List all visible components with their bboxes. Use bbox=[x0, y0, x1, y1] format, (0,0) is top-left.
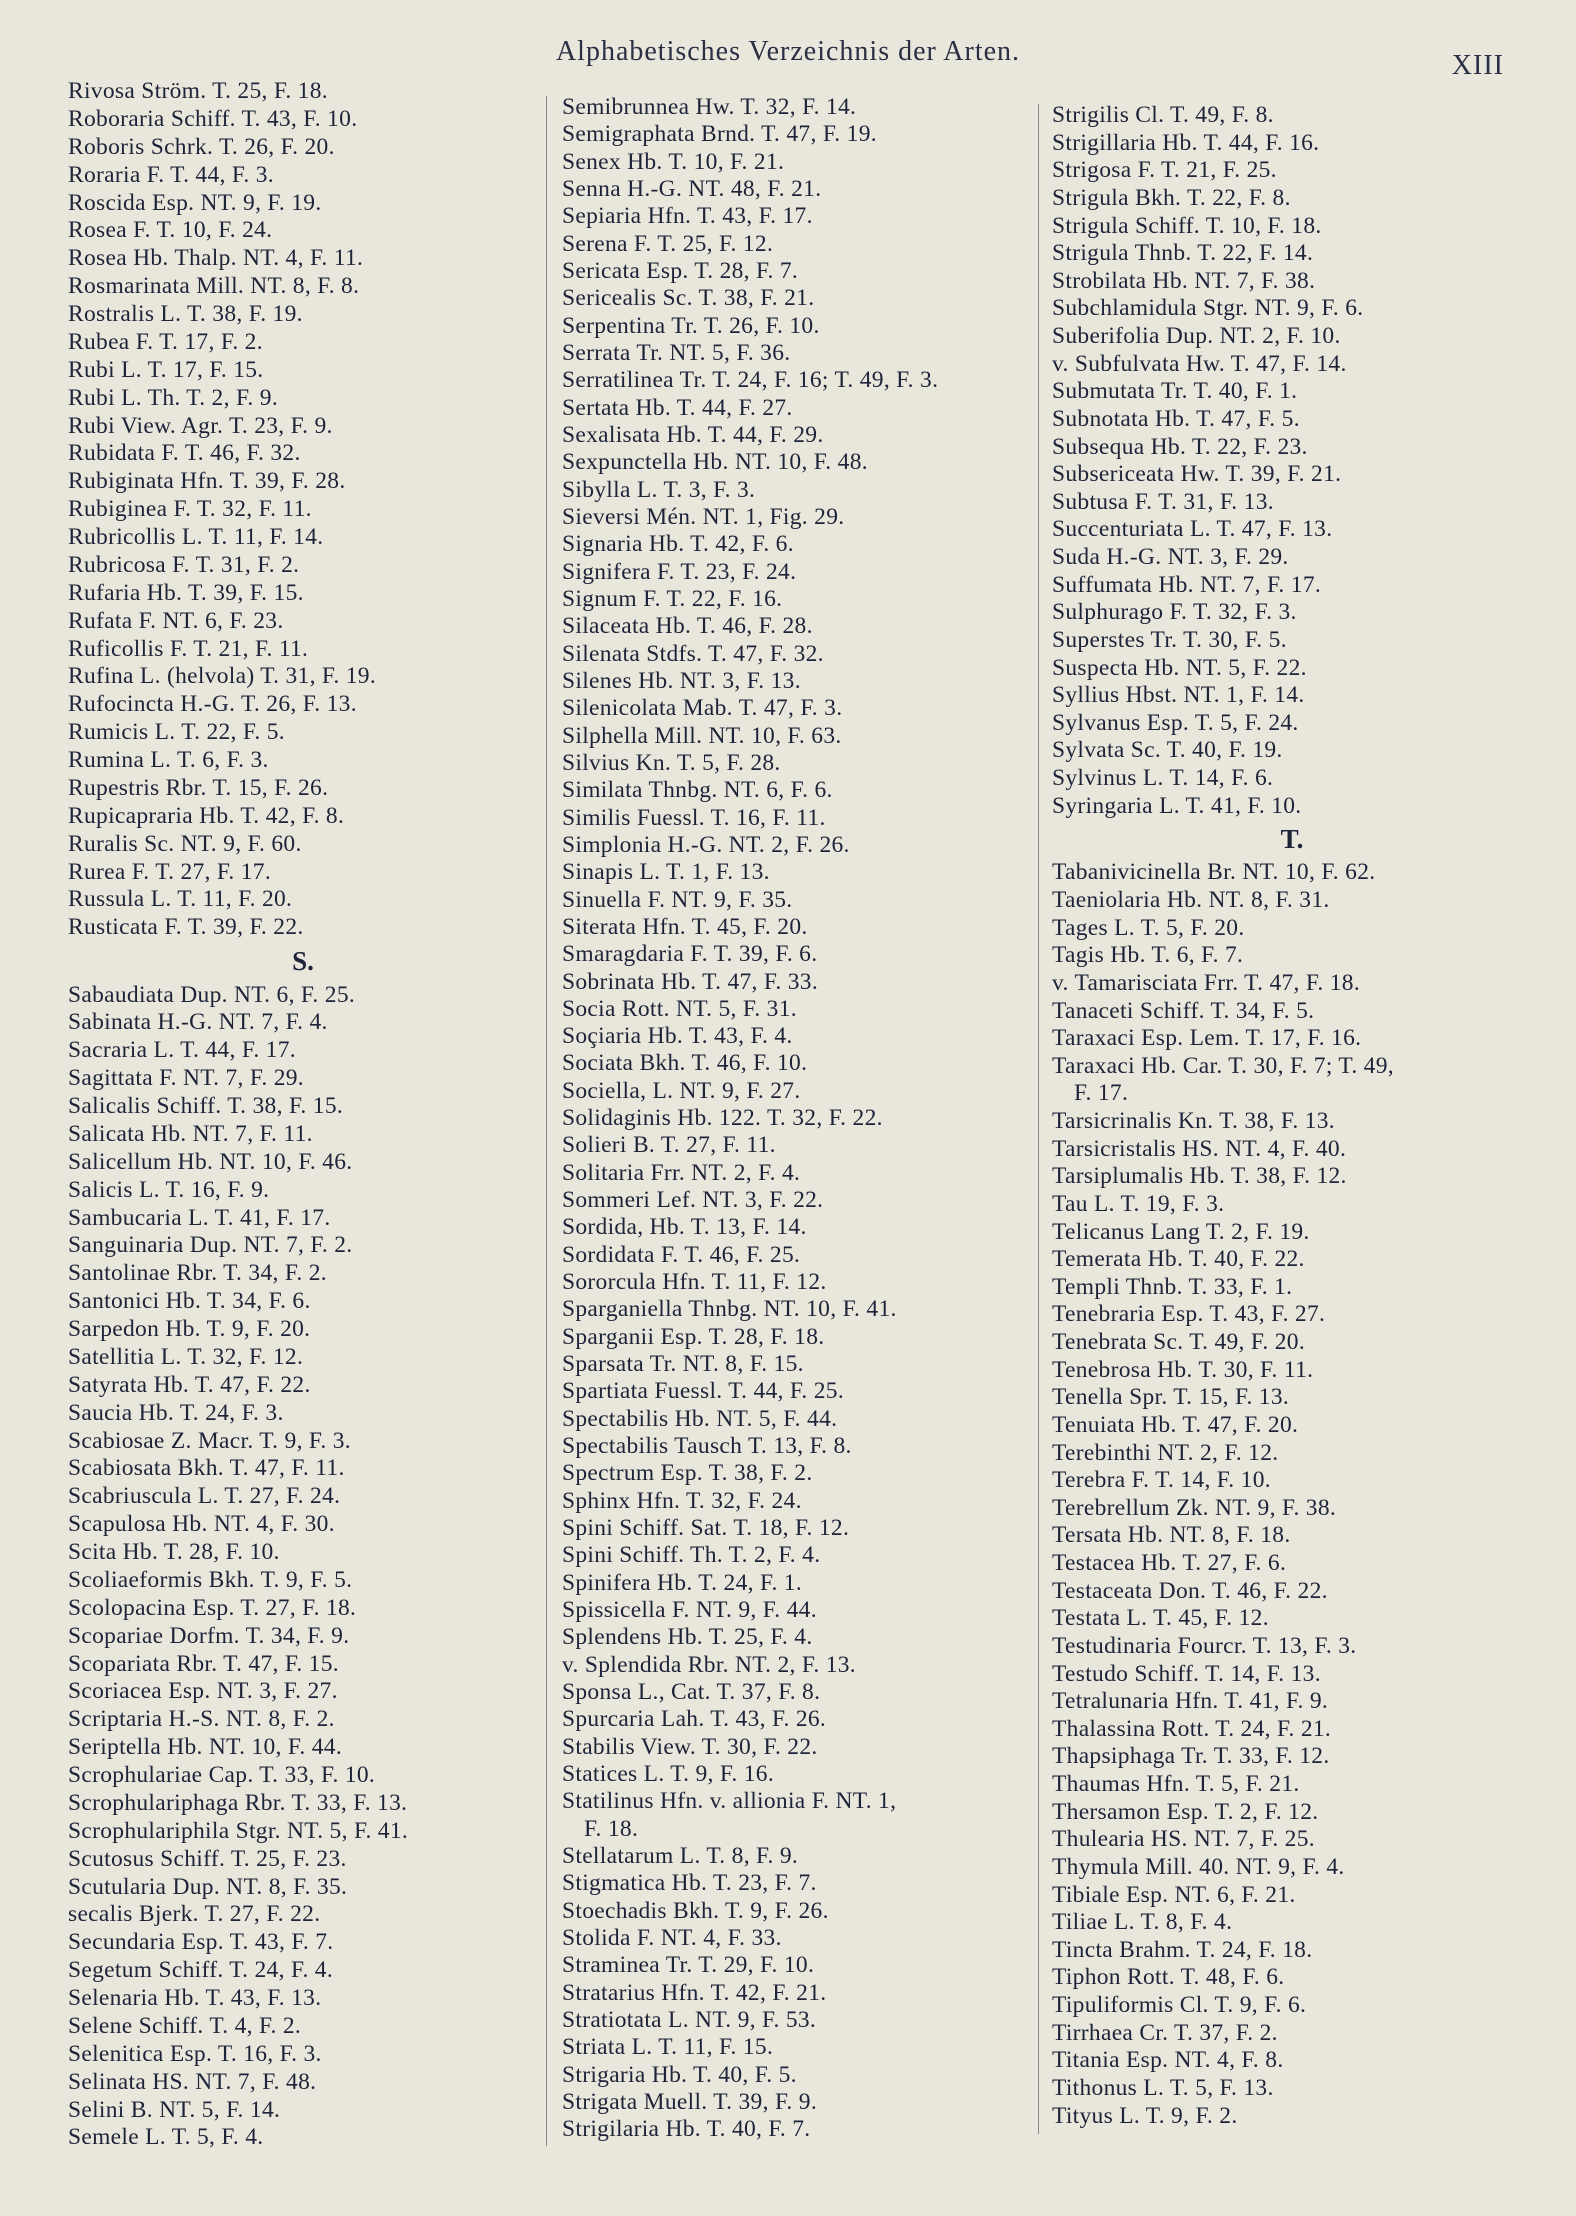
index-entry: Tarsicristalis HS. NT. 4, F. 40. bbox=[1052, 1135, 1347, 1162]
index-entry: Rosea F. T. 10, F. 24. bbox=[68, 217, 273, 244]
index-entry: Scita Hb. T. 28, F. 10. bbox=[68, 1539, 280, 1565]
index-entry: Secundaria Esp. T. 43, F. 7. bbox=[68, 1929, 334, 1956]
index-entry: Sabinata H.-G. NT. 7, F. 4. bbox=[68, 1009, 328, 1036]
index-entry: Serpentina Tr. T. 26, F. 10. bbox=[562, 312, 820, 339]
index-entry: Templi Thnb. T. 33, F. 1. bbox=[1052, 1273, 1293, 1300]
index-entry: Salicata Hb. NT. 7, F. 11. bbox=[68, 1120, 313, 1147]
page-header bbox=[0, 36, 1576, 81]
index-entry: Scrophulariphaga Rbr. T. 33, F. 13. bbox=[68, 1789, 408, 1816]
index-entry: Serrata Tr. NT. 5, F. 36. bbox=[562, 339, 791, 366]
index-entry: Rosea Hb. Thalp. NT. 4, F. 11. bbox=[68, 245, 364, 272]
index-entry: Rubea F. T. 17, F. 2. bbox=[68, 328, 263, 355]
index-entry: Rufata F. NT. 6, F. 23. bbox=[68, 607, 284, 634]
column-divider bbox=[1038, 104, 1039, 2134]
index-entry: Rubi L. Th. T. 2, F. 9. bbox=[68, 384, 279, 411]
index-entry: Selini B. NT. 5, F. 14. bbox=[68, 2096, 281, 2123]
index-entry: Testudo Schiff. T. 14, F. 13. bbox=[1052, 1660, 1321, 1687]
index-entry: Testata L. T. 45, F. 12. bbox=[1052, 1605, 1269, 1632]
index-entry: Strigilaria Hb. T. 40, F. 7. bbox=[562, 2116, 811, 2143]
index-column-3 bbox=[1052, 104, 1532, 2128]
index-entry: Strigata Muell. T. 39, F. 9. bbox=[562, 2088, 818, 2115]
index-entry: Rumicis L. T. 22, F. 5. bbox=[68, 719, 285, 746]
index-entry: Scutularia Dup. NT. 8, F. 35. bbox=[68, 1873, 348, 1900]
index-entry: Russula L. T. 11, F. 20. bbox=[68, 886, 293, 913]
index-entry: Santolinae Rbr. T. 34, F. 2. bbox=[68, 1260, 327, 1287]
index-entry: Rubiginata Hfn. T. 39, F. 28. bbox=[68, 468, 346, 495]
index-entry: Silvius Kn. T. 5, F. 28. bbox=[562, 749, 781, 776]
index-entry: Rufocincta H.-G. T. 26, F. 13. bbox=[68, 691, 357, 718]
index-entry: Solitaria Frr. NT. 2, F. 4. bbox=[562, 1159, 801, 1186]
index-entry: Rubricosa F. T. 31, F. 2. bbox=[68, 551, 300, 578]
index-entry: Tarsiplumalis Hb. T. 38, F. 12. bbox=[1052, 1163, 1347, 1190]
index-entry: Tau L. T. 19, F. 3. bbox=[1052, 1190, 1225, 1217]
index-entry: Sommeri Lef. NT. 3, F. 22. bbox=[562, 1187, 824, 1214]
index-entry: Thalassina Rott. T. 24, F. 21. bbox=[1052, 1715, 1332, 1742]
index-entry: Tanaceti Schiff. T. 34, F. 5. bbox=[1052, 997, 1315, 1024]
index-entry: Santonici Hb. T. 34, F. 6. bbox=[68, 1288, 311, 1315]
index-entry: Scolopacina Esp. T. 27, F. 18. bbox=[68, 1594, 357, 1621]
index-entry: Titania Esp. NT. 4, F. 8. bbox=[1052, 2047, 1284, 2074]
index-entry: Rostralis L. T. 38, F. 19. bbox=[68, 301, 303, 327]
index-entry: Scoliaeformis Bkh. T. 9, F. 5. bbox=[68, 1566, 353, 1593]
index-entry: Subsequa Hb. T. 22, F. 23. bbox=[1052, 433, 1308, 460]
index-entry: Rubiginea F. T. 32, F. 11. bbox=[68, 496, 312, 523]
index-entry: Silenicolata Mab. T. 47, F. 3. bbox=[562, 695, 843, 722]
index-entry: Semibrunnea Hw. T. 32, F. 14. bbox=[562, 94, 857, 120]
index-entry: Serena F. T. 25, F. 12. bbox=[562, 230, 774, 257]
index-entry: Spissicella F. NT. 9, F. 44. bbox=[562, 1597, 817, 1624]
index-entry: Roraria F. T. 44, F. 3. bbox=[68, 161, 274, 188]
index-entry: Satyrata Hb. T. 47, F. 22. bbox=[68, 1371, 311, 1398]
index-entry: Silphella Mill. NT. 10, F. 63. bbox=[562, 722, 842, 749]
index-entry: Straminea Tr. T. 29, F. 10. bbox=[562, 1952, 815, 1979]
index-entry: Terebra F. T. 14, F. 10. bbox=[1052, 1467, 1271, 1494]
index-entry: Sinuella F. NT. 9, F. 35. bbox=[562, 886, 793, 913]
index-entry: Tibiale Esp. NT. 6, F. 21. bbox=[1052, 1881, 1296, 1908]
index-entry: Signifera F. T. 23, F. 24. bbox=[562, 558, 797, 585]
index-entry: Tithonus L. T. 5, F. 13. bbox=[1052, 2074, 1274, 2101]
index-entry: Taraxaci Hb. Car. T. 30, F. 7; T. 49, bbox=[1052, 1052, 1394, 1079]
index-entry: Sarpedon Hb. T. 9, F. 20. bbox=[68, 1316, 311, 1342]
index-entry: secalis Bjerk. T. 27, F. 22. bbox=[68, 1901, 321, 1928]
index-entry: Sibylla L. T. 3, F. 3. bbox=[562, 476, 756, 503]
index-entry: Stratarius Hfn. T. 42, F. 21. bbox=[562, 1979, 827, 2006]
index-entry: Sordidata F. T. 46, F. 25. bbox=[562, 1241, 801, 1268]
index-entry: Terebinthi NT. 2, F. 12. bbox=[1052, 1439, 1279, 1466]
index-entry: Tetralunaria Hfn. T. 41, F. 9. bbox=[1052, 1688, 1329, 1715]
index-entry: Testacea Hb. T. 27, F. 6. bbox=[1052, 1550, 1287, 1576]
index-entry: Silenata Stdfs. T. 47, F. 32. bbox=[562, 640, 824, 667]
index-entry: Scoriacea Esp. NT. 3, F. 27. bbox=[68, 1678, 338, 1705]
index-entry: Sericealis Sc. T. 38, F. 21. bbox=[562, 285, 815, 312]
index-entry: Statices L. T. 9, F. 16. bbox=[562, 1761, 775, 1788]
index-entry: Thulearia HS. NT. 7, F. 25. bbox=[1052, 1826, 1315, 1853]
index-entry: Syllius Hbst. NT. 1, F. 14. bbox=[1052, 682, 1305, 709]
index-entry: Strigaria Hb. T. 40, F. 5. bbox=[562, 2061, 797, 2088]
index-entry: Suffumata Hb. NT. 7, F. 17. bbox=[1052, 571, 1322, 598]
index-entry: Tarsicrinalis Kn. T. 38, F. 13. bbox=[1052, 1108, 1335, 1134]
index-entry: Selene Schiff. T. 4, F. 2. bbox=[68, 2012, 302, 2039]
index-entry: Sinapis L. T. 1, F. 13. bbox=[562, 859, 770, 886]
index-entry: Segetum Schiff. T. 24, F. 4. bbox=[68, 1957, 334, 1984]
index-entry: Subnotata Hb. T. 47, F. 5. bbox=[1052, 405, 1300, 432]
index-entry: Sulphurago F. T. 32, F. 3. bbox=[1052, 599, 1297, 626]
index-entry: Sylvanus Esp. T. 5, F. 24. bbox=[1052, 709, 1299, 736]
index-entry: Thymula Mill. 40. NT. 9, F. 4. bbox=[1052, 1853, 1345, 1880]
index-entry: Sparganiella Thnbg. NT. 10, F. 41. bbox=[562, 1296, 897, 1323]
index-entry-continuation: F. 18. bbox=[584, 1815, 639, 1842]
index-entry: Suspecta Hb. NT. 5, F. 22. bbox=[1052, 654, 1307, 681]
index-entry: Syringaria L. T. 41, F. 10. bbox=[1052, 792, 1302, 819]
index-entry: Suberifolia Dup. NT. 2, F. 10. bbox=[1052, 323, 1341, 349]
index-entry: Striata L. T. 11, F. 15. bbox=[562, 2034, 774, 2061]
index-entry: Spinifera Hb. T. 24, F. 1. bbox=[562, 1569, 803, 1596]
index-entry: Sepiaria Hfn. T. 43, F. 17. bbox=[562, 203, 813, 230]
index-entry: Scutosus Schiff. T. 25, F. 23. bbox=[68, 1845, 347, 1872]
index-entry: Sphinx Hfn. T. 32, F. 24. bbox=[562, 1487, 802, 1514]
index-entry: Sparsata Tr. NT. 8, F. 15. bbox=[562, 1351, 804, 1378]
page-number: XIII bbox=[1451, 50, 1504, 81]
index-entry: Sexalisata Hb. T. 44, F. 29. bbox=[562, 421, 824, 448]
index-entry: Sociata Bkh. T. 46, F. 10. bbox=[562, 1050, 808, 1077]
index-entry: Sericata Esp. T. 28, F. 7. bbox=[562, 257, 799, 284]
index-entry: Tenebrata Sc. T. 49, F. 20. bbox=[1052, 1329, 1306, 1355]
index-entry: Signaria Hb. T. 42, F. 6. bbox=[562, 531, 794, 558]
index-entry: Semele L. T. 5, F. 4. bbox=[68, 2124, 264, 2151]
index-column-2 bbox=[562, 96, 1032, 2142]
index-entry: Siterata Hfn. T. 45, F. 20. bbox=[562, 913, 808, 940]
index-entry: Semigraphata Brnd. T. 47, F. 19. bbox=[562, 121, 877, 148]
index-entry: Suda H.-G. NT. 3, F. 29. bbox=[1052, 544, 1289, 570]
index-entry: Strigula Schiff. T. 10, F. 18. bbox=[1052, 212, 1322, 239]
index-entry: Sambucaria L. T. 41, F. 17. bbox=[68, 1204, 331, 1231]
index-entry: v. Subfulvata Hw. T. 47, F. 14. bbox=[1052, 350, 1347, 377]
index-entry: Strigillaria Hb. T. 44, F. 16. bbox=[1052, 129, 1320, 156]
index-entry: Submutata Tr. T. 40, F. 1. bbox=[1052, 378, 1298, 405]
index-entry: Stigmatica Hb. T. 23, F. 7. bbox=[562, 1870, 817, 1897]
index-entry: Stratiotata L. NT. 9, F. 53. bbox=[562, 2006, 817, 2033]
index-entry: Thersamon Esp. T. 2, F. 12. bbox=[1052, 1798, 1319, 1825]
index-entry: Sabaudiata Dup. NT. 6, F. 25. bbox=[68, 981, 356, 1008]
index-entry: Spectabilis Hb. NT. 5, F. 44. bbox=[562, 1405, 838, 1432]
index-entry: Senna H.-G. NT. 48, F. 21. bbox=[562, 175, 822, 202]
index-entry: Subtusa F. T. 31, F. 13. bbox=[1052, 488, 1274, 515]
index-entry: Scabiosata Bkh. T. 47, F. 11. bbox=[68, 1455, 345, 1482]
index-entry: Stellatarum L. T. 8, F. 9. bbox=[562, 1843, 799, 1869]
index-entry: Sparganii Esp. T. 28, F. 18. bbox=[562, 1323, 825, 1350]
index-entry: Telicanus Lang T. 2, F. 19. bbox=[1052, 1218, 1310, 1245]
index-entry: Roscida Esp. NT. 9, F. 19. bbox=[68, 189, 322, 216]
index-entry: Sobrinata Hb. T. 47, F. 33. bbox=[562, 968, 819, 995]
index-entry: Rurea F. T. 27, F. 17. bbox=[68, 858, 272, 885]
index-entry: Thapsiphaga Tr. T. 33, F. 12. bbox=[1052, 1743, 1330, 1770]
index-entry: Tenebraria Esp. T. 43, F. 27. bbox=[1052, 1301, 1326, 1328]
index-entry: Spurcaria Lah. T. 43, F. 26. bbox=[562, 1706, 827, 1733]
index-entry: Silaceata Hb. T. 46, F. 28. bbox=[562, 613, 813, 640]
index-entry: Spini Schiff. Th. T. 2, F. 4. bbox=[562, 1542, 821, 1569]
index-entry: Socia Rott. NT. 5, F. 31. bbox=[562, 995, 797, 1022]
index-entry: Sordida, Hb. T. 13, F. 14. bbox=[562, 1214, 807, 1241]
index-entry: Rubidata F. T. 46, F. 32. bbox=[68, 440, 301, 467]
index-entry: Selenaria Hb. T. 43, F. 13. bbox=[68, 1985, 322, 2011]
index-entry: Taeniolaria Hb. NT. 8, F. 31. bbox=[1052, 887, 1330, 913]
index-entry: Tagis Hb. T. 6, F. 7. bbox=[1052, 942, 1244, 969]
index-entry: Salicellum Hb. NT. 10, F. 46. bbox=[68, 1148, 353, 1175]
index-entry: v. Splendida Rbr. NT. 2, F. 13. bbox=[562, 1651, 856, 1678]
index-entry: Spectrum Esp. T. 38, F. 2. bbox=[562, 1460, 813, 1487]
index-entry: Rupicapraria Hb. T. 42, F. 8. bbox=[68, 802, 345, 829]
index-entry: Tages L. T. 5, F. 20. bbox=[1052, 914, 1245, 941]
index-entry: Terebrellum Zk. NT. 9, F. 38. bbox=[1052, 1494, 1337, 1521]
index-entry: Tenuiata Hb. T. 47, F. 20. bbox=[1052, 1411, 1299, 1438]
index-entry: Tabanivicinella Br. NT. 10, F. 62. bbox=[1052, 859, 1376, 886]
index-entry: Salicis L. T. 16, F. 9. bbox=[68, 1176, 270, 1203]
index-entry: Sagittata F. NT. 7, F. 29. bbox=[68, 1065, 304, 1092]
index-entry: Rosmarinata Mill. NT. 8, F. 8. bbox=[68, 273, 360, 300]
running-title: Alphabetisches Verzeichnis der Arten. bbox=[555, 36, 1021, 67]
index-entry: Tiliae L. T. 8, F. 4. bbox=[1052, 1909, 1233, 1936]
index-entry: Statilinus Hfn. v. allionia F. NT. 1, bbox=[562, 1788, 897, 1815]
index-entry: Spectabilis Tausch T. 13, F. 8. bbox=[562, 1433, 852, 1460]
index-entry: Scrophulariphila Stgr. NT. 5, F. 41. bbox=[68, 1817, 409, 1844]
index-entry: Superstes Tr. T. 30, F. 5. bbox=[1052, 626, 1287, 653]
index-entry: Satellitia L. T. 32, F. 12. bbox=[68, 1343, 304, 1370]
index-entry: Scopariata Rbr. T. 47, F. 15. bbox=[68, 1650, 339, 1677]
index-entry: Tiphon Rott. T. 48, F. 6. bbox=[1052, 1964, 1285, 1991]
index-entry: Scapulosa Hb. NT. 4, F. 30. bbox=[68, 1511, 335, 1538]
index-entry: Similis Fuessl. T. 16, F. 11. bbox=[562, 804, 826, 831]
index-entry: Sororcula Hfn. T. 11, F. 12. bbox=[562, 1269, 827, 1296]
index-entry: Roboris Schrk. T. 26, F. 20. bbox=[68, 133, 335, 160]
index-entry: Smaragdaria F. T. 39, F. 6. bbox=[562, 941, 818, 968]
index-entry: Salicalis Schiff. T. 38, F. 15. bbox=[68, 1093, 344, 1119]
index-entry: Rubricollis L. T. 11, F. 14. bbox=[68, 524, 324, 550]
index-entry: Scabiosae Z. Macr. T. 9, F. 3. bbox=[68, 1427, 351, 1454]
index-entry: Thaumas Hfn. T. 5, F. 21. bbox=[1052, 1771, 1300, 1797]
index-entry: Tenebrosa Hb. T. 30, F. 11. bbox=[1052, 1356, 1314, 1383]
index-entry: Sieversi Mén. NT. 1, Fig. 29. bbox=[562, 503, 845, 530]
index-entry: Ruficollis F. T. 21, F. 11. bbox=[68, 635, 309, 662]
index-entry: Sylvinus L. T. 14, F. 6. bbox=[1052, 765, 1274, 791]
index-entry: Sponsa L., Cat. T. 37, F. 8. bbox=[562, 1679, 821, 1706]
index-entry: Simplonia H.-G. NT. 2, F. 26. bbox=[562, 831, 850, 858]
index-entry: Sanguinaria Dup. NT. 7, F. 2. bbox=[68, 1232, 353, 1259]
index-entry: Rumina L. T. 6, F. 3. bbox=[68, 747, 269, 773]
index-entry: Soçiaria Hb. T. 43, F. 4. bbox=[562, 1023, 793, 1050]
index-entry: Rusticata F. T. 39, F. 22. bbox=[68, 914, 304, 941]
index-entry: Solidaginis Hb. 122. T. 32, F. 22. bbox=[562, 1105, 883, 1132]
index-entry: Strobilata Hb. NT. 7, F. 38. bbox=[1052, 267, 1316, 294]
index-entry: Similata Thnbg. NT. 6, F. 6. bbox=[562, 777, 833, 804]
index-entry: Spini Schiff. Sat. T. 18, F. 12. bbox=[562, 1515, 850, 1542]
index-entry: Stoechadis Bkh. T. 9, F. 26. bbox=[562, 1897, 829, 1924]
index-entry: Selenitica Esp. T. 16, F. 3. bbox=[68, 2040, 322, 2067]
index-entry: Tenella Spr. T. 15, F. 13. bbox=[1052, 1384, 1290, 1411]
index-entry: Subsericeata Hw. T. 39, F. 21. bbox=[1052, 461, 1342, 488]
index-entry: Testudinaria Fourcr. T. 13, F. 3. bbox=[1052, 1632, 1357, 1659]
index-entry: Roboraria Schiff. T. 43, F. 10. bbox=[68, 105, 358, 132]
index-entry: Rubi View. Agr. T. 23, F. 9. bbox=[68, 412, 333, 439]
index-entry: Tityus L. T. 9, F. 2. bbox=[1052, 2102, 1238, 2129]
index-entry: Tipuliformis Cl. T. 9, F. 6. bbox=[1052, 1992, 1307, 2018]
index-entry: Sexpunctella Hb. NT. 10, F. 48. bbox=[562, 449, 868, 476]
index-entry: Ruralis Sc. NT. 9, F. 60. bbox=[68, 830, 302, 857]
index-entry: Temerata Hb. T. 40, F. 22. bbox=[1052, 1246, 1305, 1273]
index-entry: Strigula Thnb. T. 22, F. 14. bbox=[1052, 240, 1314, 267]
index-entry: Silenes Hb. NT. 3, F. 13. bbox=[562, 667, 801, 694]
index-entry: Sylvata Sc. T. 40, F. 19. bbox=[1052, 737, 1283, 764]
index-entry: Rivosa Ström. T. 25, F. 18. bbox=[68, 78, 328, 104]
index-entry: Scriptaria H.-S. NT. 8, F. 2. bbox=[68, 1706, 335, 1733]
index-entry: Serratilinea Tr. T. 24, F. 16; T. 49, F. 3. bbox=[562, 367, 939, 394]
index-entry: Tincta Brahm. T. 24, F. 18. bbox=[1052, 1936, 1313, 1963]
column-divider bbox=[546, 96, 547, 2146]
section-heading: T. bbox=[1280, 824, 1304, 855]
index-entry: Strigosa F. T. 21, F. 25. bbox=[1052, 157, 1277, 184]
index-entry: Scabriuscula L. T. 27, F. 24. bbox=[68, 1483, 341, 1510]
index-entry: Succenturiata L. T. 47, F. 13. bbox=[1052, 516, 1333, 543]
index-entry: Seriptella Hb. NT. 10, F. 44. bbox=[68, 1734, 342, 1761]
index-entry: Rubi L. T. 17, F. 15. bbox=[68, 356, 264, 383]
index-column-1 bbox=[68, 80, 538, 2150]
index-entry: Saucia Hb. T. 24, F. 3. bbox=[68, 1399, 284, 1426]
index-entry: Spartiata Fuessl. T. 44, F. 25. bbox=[562, 1378, 845, 1405]
index-entry: Scrophulariae Cap. T. 33, F. 10. bbox=[68, 1762, 376, 1788]
index-entry: Subchlamidula Stgr. NT. 9, F. 6. bbox=[1052, 295, 1364, 322]
index-entry: Senex Hb. T. 10, F. 21. bbox=[562, 148, 785, 175]
index-entry: Splendens Hb. T. 25, F. 4. bbox=[562, 1624, 813, 1651]
index-entry: Strigula Bkh. T. 22, F. 8. bbox=[1052, 184, 1291, 211]
index-entry: Strigilis Cl. T. 49, F. 8. bbox=[1052, 102, 1274, 128]
index-entry: Selinata HS. NT. 7, F. 48. bbox=[68, 2068, 317, 2095]
index-entry: Tersata Hb. NT. 8, F. 18. bbox=[1052, 1522, 1291, 1549]
index-entry: Testaceata Don. T. 46, F. 22. bbox=[1052, 1577, 1328, 1604]
index-entry: Signum F. T. 22, F. 16. bbox=[562, 585, 783, 612]
index-entry: Sacraria L. T. 44, F. 17. bbox=[68, 1037, 296, 1064]
index-entry: Rufina L. (helvola) T. 31, F. 19. bbox=[68, 663, 377, 690]
section-heading: S. bbox=[292, 946, 314, 977]
index-entry: Sociella, L. NT. 9, F. 27. bbox=[562, 1077, 801, 1104]
index-entry: Rufaria Hb. T. 39, F. 15. bbox=[68, 579, 304, 606]
index-entry: Scopariae Dorfm. T. 34, F. 9. bbox=[68, 1622, 350, 1649]
index-entry: Rupestris Rbr. T. 15, F. 26. bbox=[68, 774, 329, 801]
index-entry: Taraxaci Esp. Lem. T. 17, F. 16. bbox=[1052, 1025, 1362, 1052]
index-entry: Stabilis View. T. 30, F. 22. bbox=[562, 1733, 818, 1760]
index-entry: Sertata Hb. T. 44, F. 27. bbox=[562, 394, 793, 421]
index-entry: v. Tamarisciata Frr. T. 47, F. 18. bbox=[1052, 969, 1361, 996]
index-entry-continuation: F. 17. bbox=[1074, 1080, 1129, 1107]
index-entry: Tirrhaea Cr. T. 37, F. 2. bbox=[1052, 2019, 1278, 2046]
index-entry: Solieri B. T. 27, F. 11. bbox=[562, 1132, 776, 1159]
index-entry: Stolida F. NT. 4, F. 33. bbox=[562, 1924, 782, 1951]
